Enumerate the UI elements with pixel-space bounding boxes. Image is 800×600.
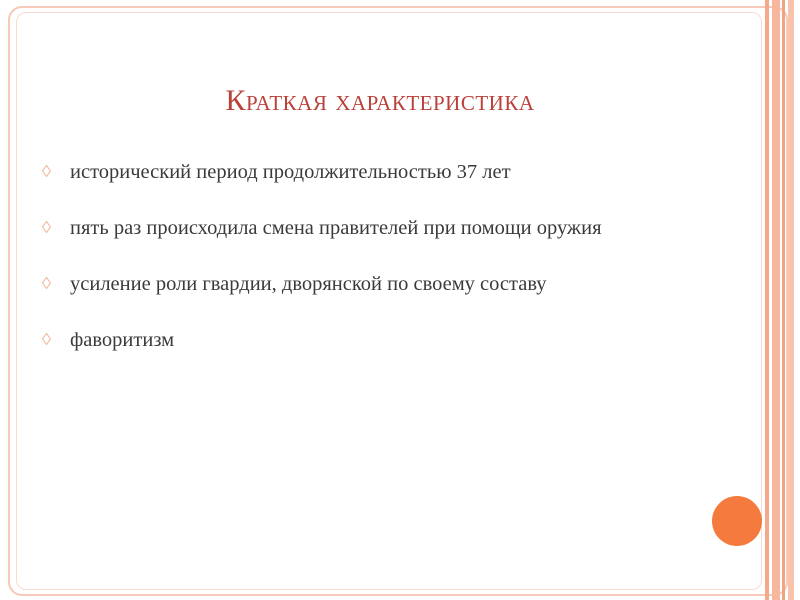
diamond-bullet-icon — [42, 333, 51, 345]
decorative-stripe — [765, 0, 769, 600]
decorative-stripe — [788, 0, 794, 600]
bullet-item — [42, 316, 722, 364]
diamond-bullet-icon — [42, 221, 51, 233]
bullet-text: пять раз происходила смена правителей при помощи оружия — [70, 217, 602, 239]
bullet-list — [42, 148, 722, 372]
diamond-bullet-icon — [42, 165, 51, 177]
bullet-item — [42, 204, 722, 252]
slide-title: Краткая характеристика — [225, 84, 535, 117]
bullet-item — [42, 260, 722, 308]
accent-circle — [712, 496, 762, 546]
bullet-item — [42, 148, 722, 196]
decorative-stripe — [772, 0, 780, 600]
bullet-text: исторический период продолжительностью 37 лет — [70, 161, 511, 183]
bullet-text: фаворитизм — [70, 329, 175, 351]
diamond-bullet-icon — [42, 277, 51, 289]
bullet-text: усиление роли гвардии, дворянской по своему составу — [70, 273, 547, 295]
decorative-stripe — [782, 0, 785, 600]
